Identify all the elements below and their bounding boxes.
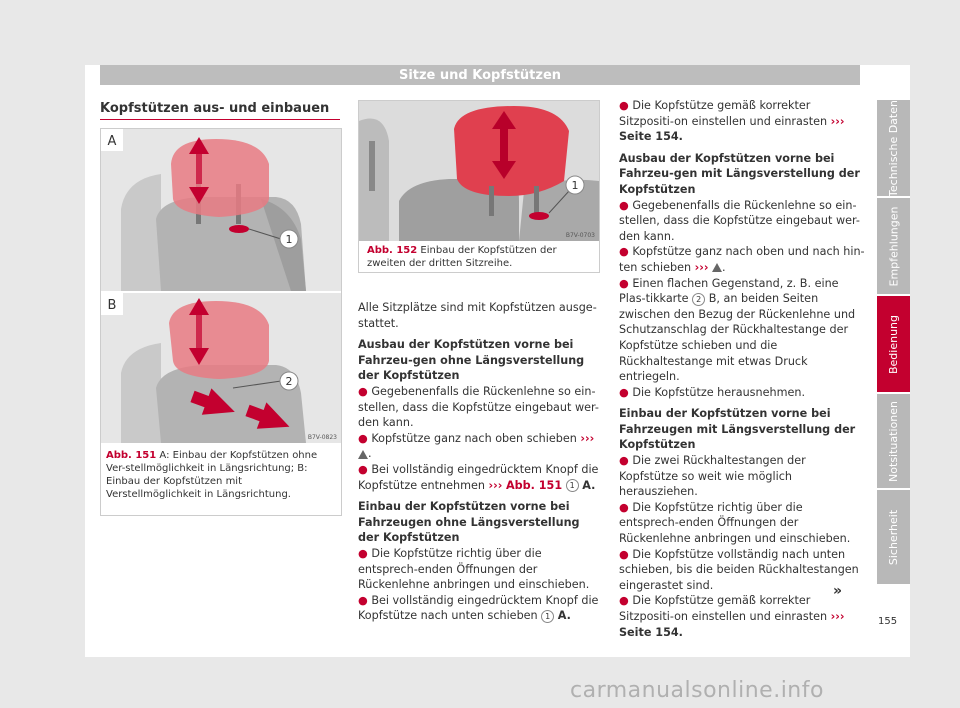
figure-link[interactable]: Abb. 151 bbox=[505, 478, 563, 492]
list-item: ● Die Kopfstütze vollständig nach unten schieben, bis die beiden Rückhaltestangen eingerastet sind. bbox=[619, 547, 859, 592]
fig152-caption bbox=[367, 244, 592, 270]
fig152-caption-num: Abb. 152 bbox=[367, 245, 418, 256]
continue-marker: » bbox=[833, 583, 843, 599]
heading-einbau-ohne: Einbau der Kopfstützen vorne bei Fahrzeugen ohne Längsverstellung der Kopfstützen bbox=[358, 500, 580, 545]
warning-icon bbox=[358, 450, 368, 459]
fig151-caption-num: Abb. 151 bbox=[106, 450, 157, 461]
list-item: ● Einen flachen Gegenstand, z. B. eine Plas-tikkarte 2 B, an beiden Seiten zwischen den Bezug der Rückenlehne und Schutzanschlag der Rückhaltestange der Kopfstütze schieben und die Rückhaltestange mit etwas Druck entriegeln. bbox=[619, 276, 856, 384]
page-header: Sitze und Kopfstützen bbox=[100, 65, 860, 85]
fig151-callout-2: 2 bbox=[285, 375, 293, 388]
tab-bedienung[interactable]: Bedienung bbox=[877, 296, 910, 392]
list-item: ● Gegebenenfalls die Rückenlehne so ein-stellen, dass die Kopfstütze eingebaut wer-den kann. bbox=[619, 198, 860, 243]
list-item: ● Die Kopfstütze herausnehmen. bbox=[619, 385, 805, 399]
list-item: ● Gegebenenfalls die Rückenlehne so ein-stellen, dass die Kopfstütze eingebaut wer-den kann. bbox=[358, 384, 599, 430]
list-item: ● Die Kopfstütze richtig über die entsprech-enden Öffnungen der Rückenlehne anbringen und einschieben. bbox=[619, 500, 851, 546]
tab-sicherheit[interactable]: Sicherheit bbox=[877, 490, 910, 584]
fig151-code: B7V-0823 bbox=[307, 434, 337, 441]
figure-151-a bbox=[101, 129, 341, 291]
warning-icon bbox=[712, 263, 722, 272]
fig151-label-a: A bbox=[107, 134, 117, 149]
tab-notsituationen[interactable]: Notsituationen bbox=[877, 394, 910, 488]
figure-151 bbox=[100, 128, 342, 516]
callout-number: 1 bbox=[566, 479, 579, 492]
list-item: ● Kopfstütze ganz nach oben schieben ››› . bbox=[358, 431, 595, 461]
heading-ausbau-ohne: Ausbau der Kopfstützen vorne bei Fahrzeu-gen ohne Längsverstellung der Kopfstützen bbox=[358, 338, 585, 383]
list-item: ● Die Kopfstütze gemäß korrekter Sitzpositi-on einstellen und einrasten ››› Seite 154. bbox=[619, 594, 845, 639]
list-item: ● Bei vollständig eingedrücktem Knopf die Kopfstütze nach unten schieben 1 A. bbox=[358, 593, 599, 623]
watermark: carmanualsonline.info bbox=[570, 678, 824, 703]
fig152-caption-text: Einbau der Kopfstützen der zweiten der dritten Sitzreihe. bbox=[367, 245, 557, 269]
title-rule bbox=[100, 119, 340, 120]
intro-text: Alle Sitzplätze sind mit Kopfstützen ausge-stattet. bbox=[358, 301, 597, 330]
heading-ausbau-mit: Ausbau der Kopfstützen vorne bei Fahrzeu-gen mit Längsverstellung der Kopfstützen bbox=[619, 151, 860, 196]
list-item: ● Die Kopfstütze gemäß korrekter Sitzpositi-on einstellen und einrasten ››› Seite 154. bbox=[619, 99, 845, 144]
fig151-callout-1: 1 bbox=[285, 233, 293, 246]
figure-151-b bbox=[101, 293, 341, 443]
page-link[interactable]: Seite 154. bbox=[619, 625, 683, 639]
list-item: ● Kopfstütze ganz nach oben und nach hin-ten schieben ››› . bbox=[619, 245, 865, 274]
list-item: ● Die Kopfstütze richtig über die entsprech-enden Öffnungen der Rückenlehne anbringen und einschieben. bbox=[358, 546, 590, 592]
column-2 bbox=[358, 300, 604, 624]
callout-number: 2 bbox=[692, 293, 705, 306]
fig151-label-b: B bbox=[107, 298, 117, 313]
figure-152 bbox=[358, 100, 600, 273]
fig151-caption-text: A: Einbau der Kopfstützen ohne Ver-stellmöglichkeit in Längsrichtung; B: Einbau der Kopfstützen mit Verstellmöglichkeit in Längsrichtung. bbox=[106, 450, 318, 500]
tab-technische-daten[interactable]: Technische Daten bbox=[877, 100, 910, 196]
fig152-code: B7V-0703 bbox=[565, 232, 595, 239]
callout-number: 1 bbox=[541, 610, 554, 623]
tab-empfehlungen[interactable]: Empfehlungen bbox=[877, 198, 910, 294]
fig151-caption bbox=[106, 449, 336, 501]
page-link[interactable]: Seite 154. bbox=[619, 130, 683, 144]
figure-152-image bbox=[359, 101, 599, 241]
fig152-callout-1: 1 bbox=[571, 179, 579, 192]
page-number: 155 bbox=[878, 616, 898, 627]
column-3 bbox=[619, 98, 865, 640]
list-item: ● Die zwei Rückhaltestangen der Kopfstütze so weit wie möglich herausziehen. bbox=[619, 454, 806, 499]
section-title: Kopfstützen aus- und einbauen bbox=[100, 101, 330, 116]
list-item: ● Bei vollständig eingedrücktem Knopf die Kopfstütze entnehmen ››› Abb. 151 1 A. bbox=[358, 462, 599, 492]
heading-einbau-mit: Einbau der Kopfstützen vorne bei Fahrzeugen mit Längsverstellung der Kopfstützen bbox=[619, 407, 856, 452]
